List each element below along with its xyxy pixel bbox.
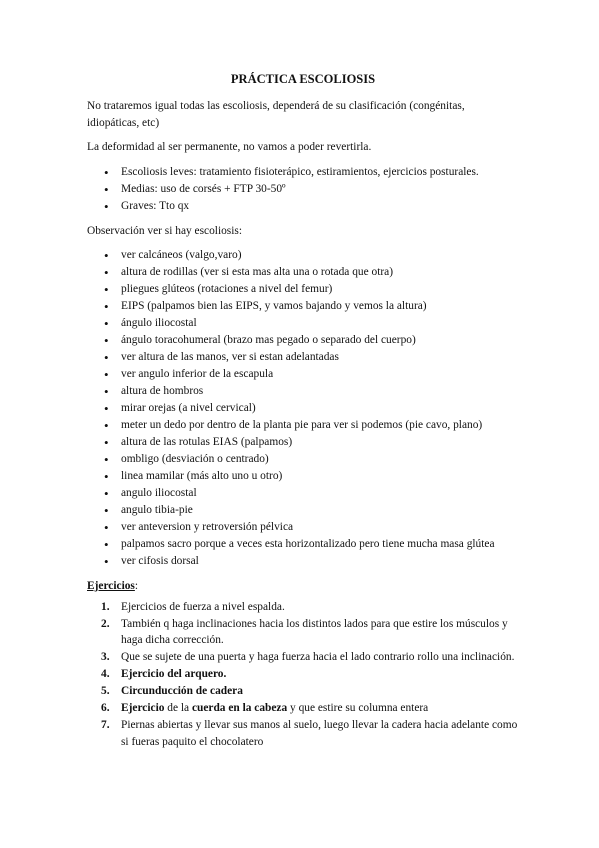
list-item: • ver calcáneos (valgo,varo) (121, 247, 519, 264)
list-item: • linea mamilar (más alto uno u otro) (121, 468, 519, 485)
exercise-item (101, 666, 519, 683)
exercise-text: y que estire su columna entera (287, 702, 429, 714)
list-item: • Medias: uso de corsés + FTP 30-50º (121, 181, 519, 198)
exercise-number: 1. (101, 600, 110, 613)
list-item: • ver angulo inferior de la escapula (121, 366, 519, 383)
list-item: • angulo iliocostal (121, 485, 519, 502)
list-item: • Graves: Tto qx (121, 198, 519, 215)
exercises-list (87, 599, 519, 751)
exercise-text-bold: Ejercicio (121, 702, 165, 714)
list-item: • Escoliosis leves: tratamiento fisioterápico, estiramientos, ejercicios posturales. (121, 164, 519, 181)
list-item: • EIPS (palpamos bien las EIPS, y vamos bajando y vemos la altura) (121, 298, 519, 315)
exercises-colon: : (134, 580, 139, 592)
exercise-text-bold: cuerda en la cabeza (191, 702, 288, 714)
list-item: • ángulo toracohumeral (brazo mas pegado o separado del cuerpo) (121, 332, 519, 349)
exercise-text: Piernas abiertas y llevar sus manos al suelo, luego llevar la cadera hacia adelante como si fueras paquito el chocolatero (121, 719, 518, 748)
exercise-number: 5. (101, 685, 110, 697)
list-item: • angulo tibia-pie (121, 502, 519, 519)
list-item: • ver altura de las manos, ver si estan adelantadas (121, 349, 519, 366)
exercise-text: de la (164, 702, 192, 714)
exercise-item (101, 683, 519, 700)
exercise-text: Que se sujete de una puerta y haga fuerza hacia el lado contrario rollo una inclinación. (121, 651, 515, 663)
intro-paragraph: No trataremos igual todas las escoliosis, dependerá de su clasificación (congénitas, idiopáticas, etc) (87, 100, 465, 129)
observation-intro: Observación ver si hay escoliosis: (87, 224, 243, 237)
list-item: • ombligo (desviación o centrado) (121, 451, 519, 468)
list-item: • ver anteversion y retroversión pélvica (121, 519, 519, 536)
list-item: • palpamos sacro porque a veces esta horizontalizado pero tiene mucha masa glútea (121, 536, 519, 553)
exercise-item (101, 649, 519, 666)
exercise-item (101, 700, 519, 717)
document-title: PRÁCTICA ESCOLIOSIS (230, 72, 376, 86)
exercise-text: Circunducción de cadera (121, 685, 243, 697)
exercise-text: Ejercicios de fuerza a nivel espalda. (121, 600, 285, 613)
exercise-text: También q haga inclinaciones hacia los distintos lados para que estire los músculos y haga dicha corrección. (121, 617, 508, 646)
exercise-number: 2. (101, 617, 110, 630)
exercise-number: 4. (101, 668, 110, 680)
list-item: • altura de las rotulas EIAS (palpamos) (121, 434, 519, 451)
exercise-item (101, 717, 519, 750)
list-item: • pliegues glúteos (rotaciones a nivel del femur) (121, 281, 519, 298)
exercises-title: Ejercicios (87, 580, 135, 592)
list-item: • mirar orejas (a nivel cervical) (121, 400, 519, 417)
list-item: • ángulo iliocostal (121, 315, 519, 332)
deformity-paragraph: La deformidad al ser permanente, no vamos a poder revertirla. (87, 141, 372, 153)
exercise-number: 3. (101, 651, 110, 663)
list-item: • altura de hombros (121, 383, 519, 400)
exercise-text: Ejercicio del arquero. (121, 668, 227, 680)
exercise-number: 7. (101, 719, 110, 731)
severity-list (87, 164, 519, 215)
list-item: • ver cifosis dorsal (121, 553, 519, 570)
list-item: • meter un dedo por dentro de la planta pie para ver si podemos (pie cavo, plano) (121, 417, 519, 434)
list-item: • altura de rodillas (ver si esta mas alta una o rotada que otra) (121, 264, 519, 281)
exercises-heading (87, 578, 519, 595)
observation-list (87, 247, 519, 570)
exercise-item (101, 616, 519, 649)
exercise-item (101, 599, 519, 616)
exercise-number: 6. (101, 702, 110, 714)
